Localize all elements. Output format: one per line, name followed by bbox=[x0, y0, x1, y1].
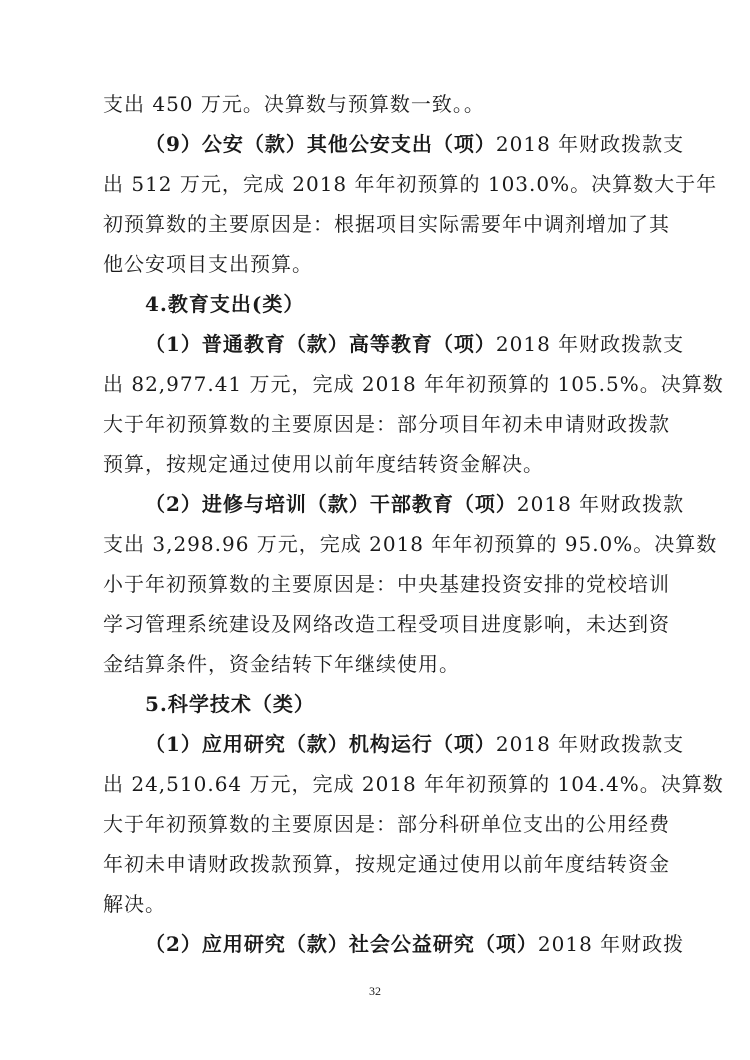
text-line: 出 512 万元，完成 2018 年年初预算的 103.0%。决算数大于年 bbox=[103, 172, 718, 196]
text-line: 支出 3,298.96 万元，完成 2018 年年初预算的 95.0%。决算数 bbox=[103, 532, 718, 556]
text-line: 学习管理系统建设及网络改造工程受项目进度影响，未达到资 bbox=[103, 612, 670, 636]
text-line: 预算，按规定通过使用以前年度结转资金解决。 bbox=[103, 452, 544, 476]
text-line: 小于年初预算数的主要原因是：中央基建投资安排的党校培训 bbox=[103, 572, 670, 596]
text-line: 出 24,510.64 万元，完成 2018 年年初预算的 104.4%。决算数 bbox=[103, 772, 724, 796]
text-line: 金结算条件，资金结转下年继续使用。 bbox=[103, 652, 460, 676]
text-run: 2018 年财政拨款支 bbox=[495, 132, 685, 156]
paragraph-first-line bbox=[103, 724, 685, 764]
paragraph-lead: （2）进修与培训（款）干部教育（项） bbox=[145, 492, 517, 516]
text-line: 支出 450 万元。决算数与预算数一致。。 bbox=[103, 92, 485, 116]
page-number: 32 bbox=[369, 984, 381, 998]
text-line: 解决。 bbox=[103, 892, 166, 916]
text-line: 大于年初预算数的主要原因是：部分项目年初未申请财政拨款 bbox=[103, 412, 670, 436]
section-heading: 5.科学技术（类） bbox=[145, 692, 315, 716]
text-run: 2018 年财政拨款支 bbox=[495, 732, 685, 756]
text-line: 出 82,977.41 万元，完成 2018 年年初预算的 105.5%。决算数 bbox=[103, 372, 724, 396]
text-run: 2018 年财政拨款 bbox=[516, 492, 685, 516]
text-line: 初预算数的主要原因是：根据项目实际需要年中调剂增加了其 bbox=[103, 212, 670, 236]
text-run: 2018 年财政拨款支 bbox=[495, 332, 685, 356]
text-line: 年初未申请财政拨款预算，按规定通过使用以前年度结转资金 bbox=[103, 852, 670, 876]
paragraph-first-line bbox=[103, 324, 685, 364]
text-run: 2018 年财政拨 bbox=[537, 932, 685, 956]
paragraph-lead: （1）普通教育（款）高等教育（项） bbox=[145, 332, 496, 356]
paragraph-lead: （1）应用研究（款）机构运行（项） bbox=[145, 732, 496, 756]
text-line: 他公安项目支出预算。 bbox=[103, 252, 313, 276]
paragraph-lead: （2）应用研究（款）社会公益研究（项） bbox=[145, 932, 538, 956]
text-line: 大于年初预算数的主要原因是：部分科研单位支出的公用经费 bbox=[103, 812, 670, 836]
paragraph-first-line bbox=[103, 124, 685, 164]
paragraph-lead: （9）公安（款）其他公安支出（项） bbox=[145, 132, 496, 156]
paragraph-first-line bbox=[103, 924, 685, 964]
section-heading: 4.教育支出(类） bbox=[145, 292, 305, 316]
paragraph-first-line bbox=[103, 484, 685, 524]
document-body bbox=[103, 84, 724, 964]
